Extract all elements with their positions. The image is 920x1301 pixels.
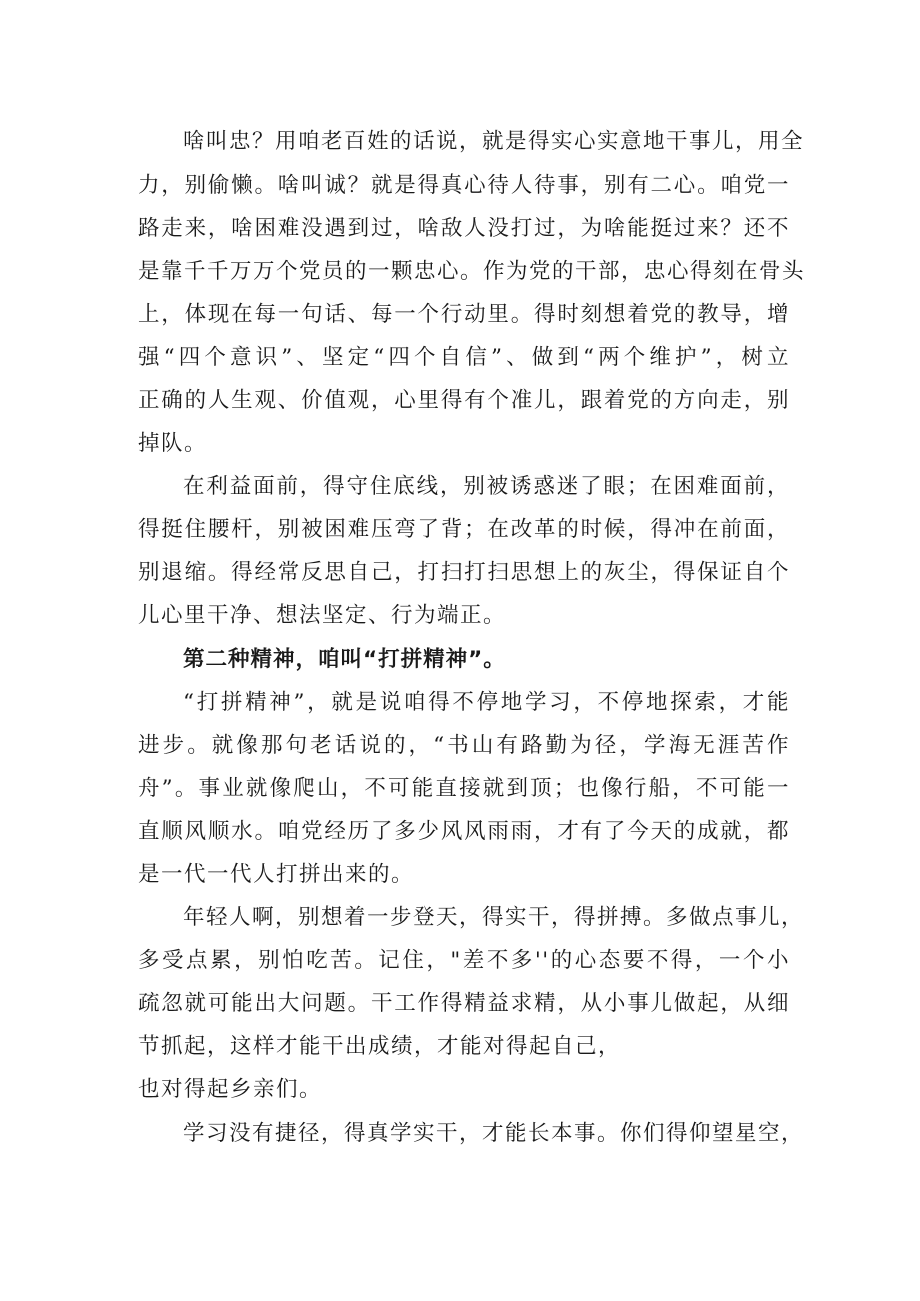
text-line: 年轻人啊，别想着一步登天，得实干，得拼搏。多做点事儿， [183,905,805,930]
text-line: “打拼精神”，就是说咱得不停地学习，不停地探索，才能 [183,690,790,715]
text-line: 是一代一代人打拼出来的。 [138,862,415,887]
text-line: 儿心里干净、想法坚定、行为端正。 [138,603,507,628]
text-line: 上，体现在每一句话、每一个行动里。得时刻想着党的教导，增 [138,302,790,327]
text-line: 路走来，啥困难没遇到过，啥敌人没打过，为啥能挺过来？还不 [138,216,790,241]
text-line: 节抓起，这样才能干出成绩，才能对得起自己， [138,1034,622,1059]
text-line: 得挺住腰杆，别被困难压弯了背；在改革的时候，得冲在前面， [138,517,790,542]
text-line: 学习没有捷径，得真学实干，才能长本事。你们得仰望星空， [183,1121,805,1146]
text-line: 啥叫忠？用咱老百姓的话说，就是得实心实意地干事儿，用全 [183,129,805,154]
section-heading: 第二种精神，咱叫“打拼精神”。 [183,647,506,672]
text-line: 别退缩。得经常反思自己，打扫打扫思想上的灰尘，得保证自个 [138,560,790,585]
text-line: 疏忽就可能出大问题。干工作得精益求精，从小事儿做起，从细 [138,991,790,1016]
text-line: 掉队。 [138,431,208,456]
text-line: 舟”。事业就像爬山，不可能直接就到顶；也像行船，不可能一 [138,776,790,801]
text-line: 多受点累，别怕吃苦。记住，"差不多''的心态要不得，一个小 [138,948,790,973]
text-line: 也对得起乡亲们。 [138,1077,323,1102]
text-line: 是靠千千万万个党员的一颗忠心。作为党的干部，忠心得刻在骨头 [138,259,806,284]
text-line: 力，别偷懒。啥叫诚？就是得真心待人待事，别有二心。咱党一 [138,173,790,198]
text-line: 强“四个意识”、坚定“四个自信”、做到“两个维护”，树立 [138,345,790,370]
text-line: 在利益面前，得守住底线，别被诱惑迷了眼；在困难面前， [183,474,790,499]
text-line: 直顺风顺水。咱党经历了多少风风雨雨，才有了今天的成就，都 [138,819,790,844]
text-line: 进步。就像那句老话说的，“书山有路勤为径，学海无涯苦作 [138,733,790,758]
text-line: 正确的人生观、价值观，心里得有个准儿，跟着党的方向走，别 [138,388,790,413]
